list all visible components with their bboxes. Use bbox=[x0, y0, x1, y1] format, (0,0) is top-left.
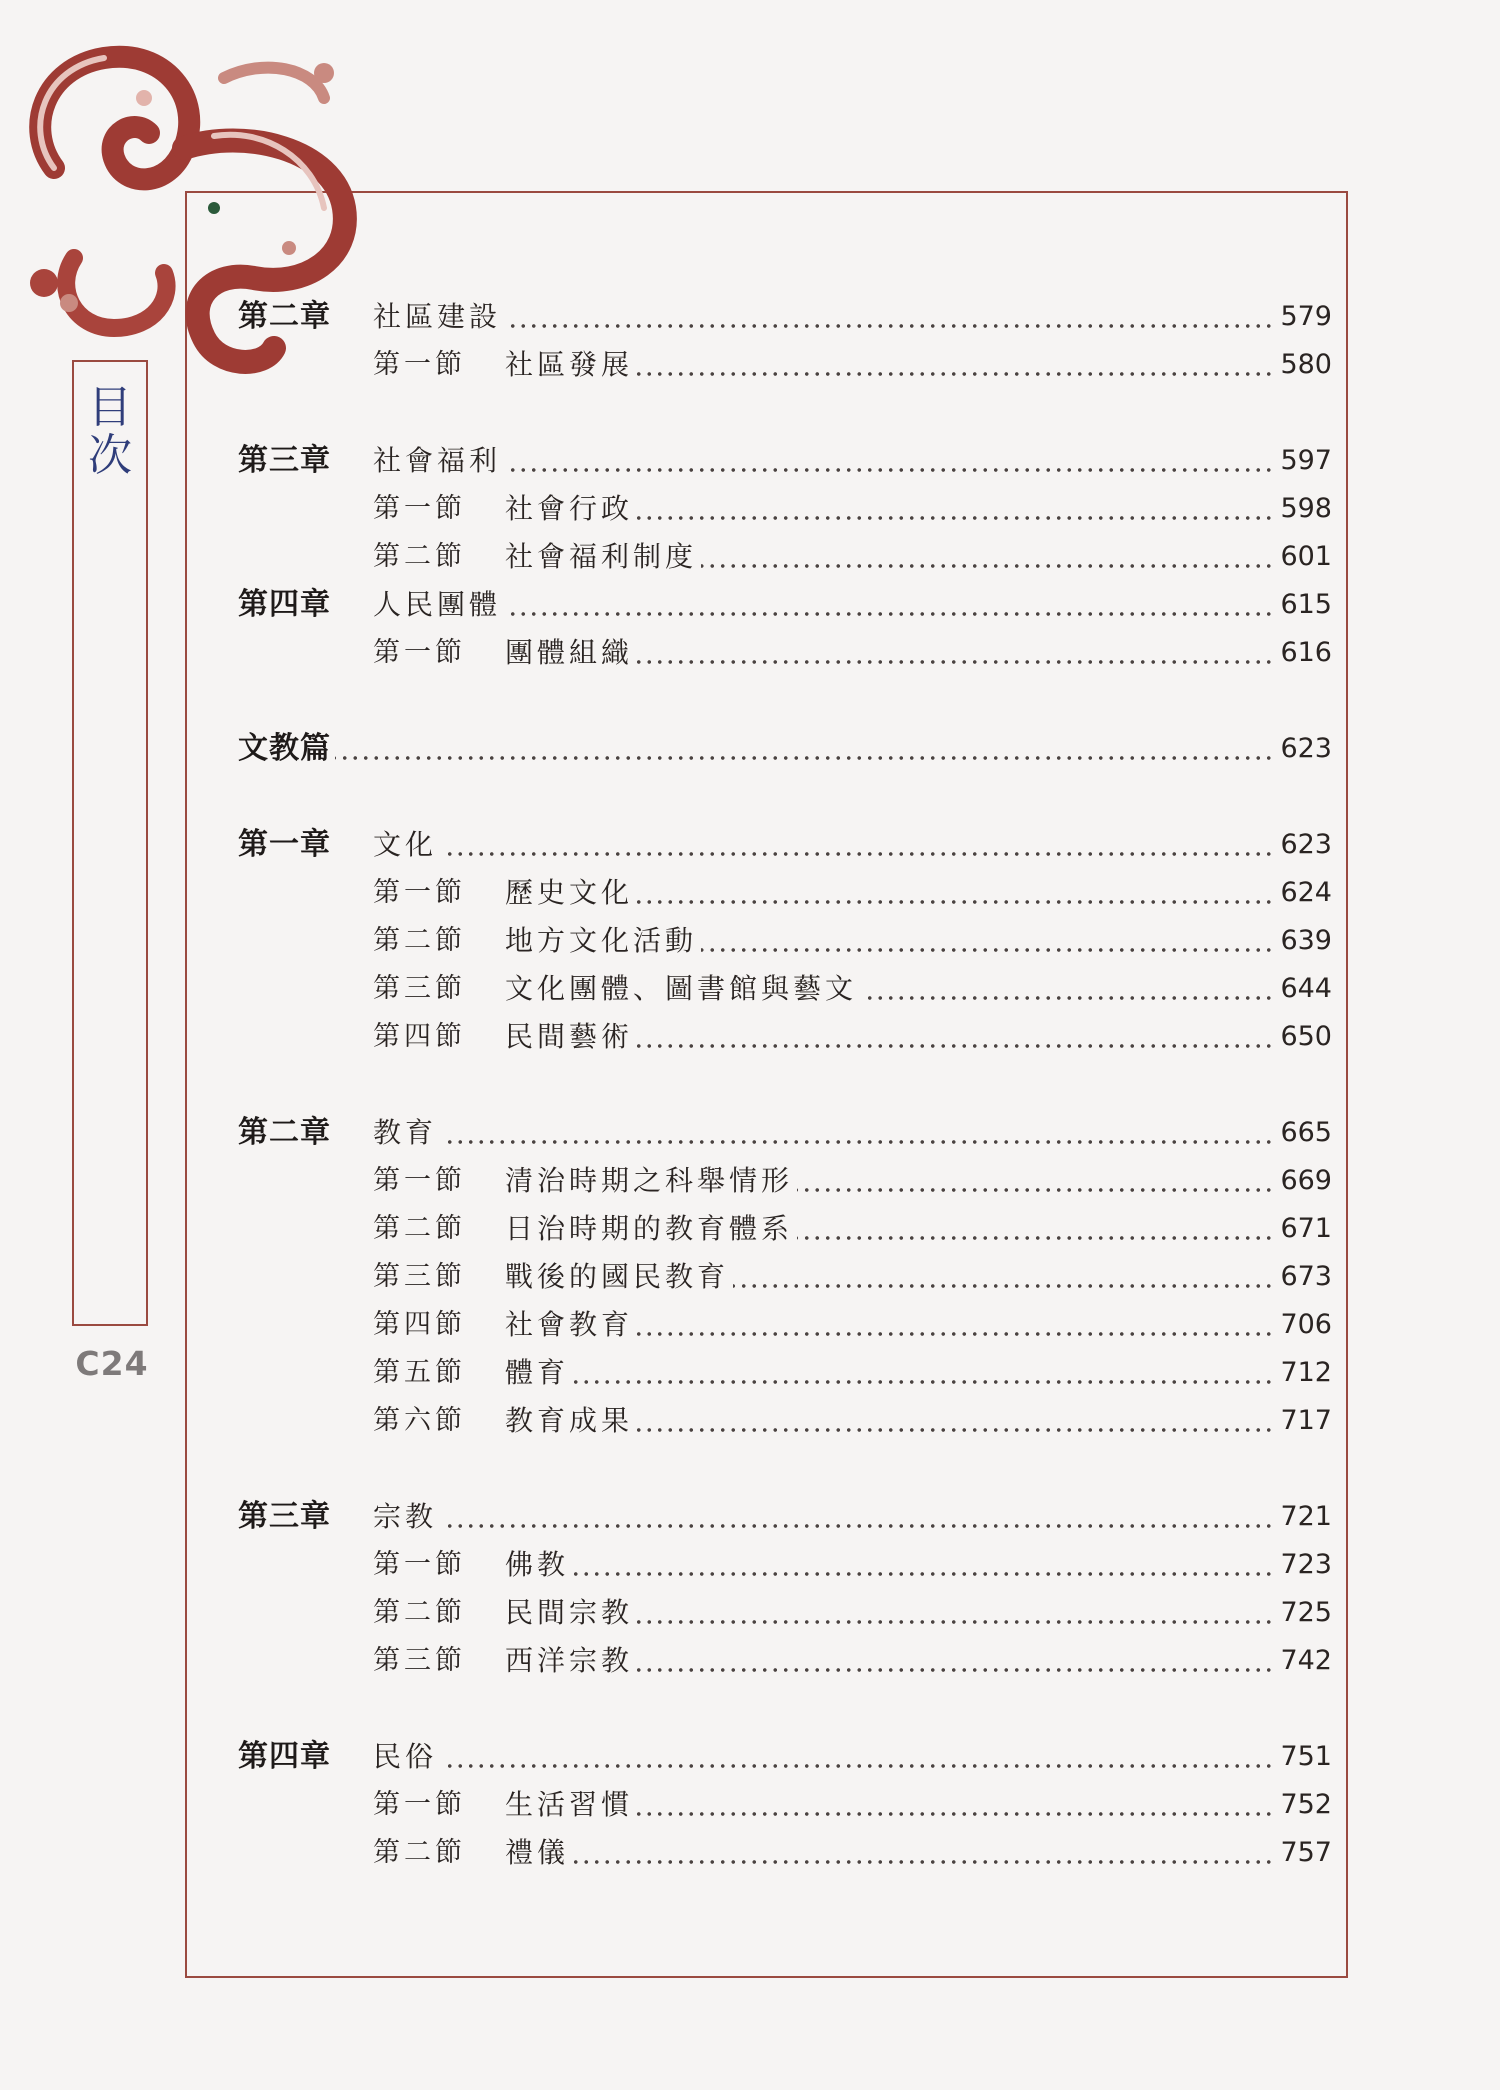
page-ref: 706 bbox=[1280, 1309, 1332, 1340]
section-label: 第一節 bbox=[373, 1165, 466, 1196]
page-ref: 650 bbox=[1280, 1021, 1332, 1052]
page-ref: 616 bbox=[1280, 637, 1332, 668]
toc-entry bbox=[0, 439, 1500, 483]
dot-leader bbox=[637, 1303, 1274, 1347]
toc-entry bbox=[0, 1543, 1500, 1587]
toc-entry bbox=[0, 1591, 1500, 1635]
toc-entry bbox=[0, 583, 1500, 627]
chapter-label: 第二章 bbox=[238, 299, 331, 334]
section-title: 團體組織 bbox=[505, 636, 634, 669]
dot-leader bbox=[637, 871, 1274, 915]
section-title: 地方文化活動 bbox=[505, 924, 698, 957]
section-title: 生活習慣 bbox=[505, 1788, 634, 1821]
toc-entry bbox=[0, 343, 1500, 387]
page-ref: 712 bbox=[1280, 1357, 1332, 1388]
chapter-title: 社區建設 bbox=[373, 300, 502, 333]
section-label: 第二節 bbox=[373, 1837, 466, 1868]
dot-leader bbox=[637, 487, 1274, 531]
part-label: 文教篇 bbox=[238, 731, 331, 766]
section-title: 社區發展 bbox=[505, 348, 634, 381]
dot-leader bbox=[505, 439, 1274, 483]
page-number: C24 bbox=[75, 1344, 149, 1383]
chapter-label: 第一章 bbox=[238, 827, 331, 862]
chapter-title: 教育 bbox=[373, 1116, 438, 1149]
chapter-title: 民俗 bbox=[373, 1740, 438, 1773]
page-ref: 644 bbox=[1280, 973, 1332, 1004]
dot-leader bbox=[637, 1639, 1274, 1683]
dot-leader bbox=[637, 1783, 1274, 1827]
section-label: 第三節 bbox=[373, 1645, 466, 1676]
section-label: 第四節 bbox=[373, 1021, 466, 1052]
section-title: 民間藝術 bbox=[505, 1020, 634, 1053]
section-title: 文化團體、圖書館與藝文 bbox=[505, 972, 858, 1005]
dot-leader bbox=[701, 535, 1274, 579]
page-ref: 673 bbox=[1280, 1261, 1332, 1292]
page-ref: 615 bbox=[1280, 589, 1332, 620]
page-ref: 742 bbox=[1280, 1645, 1332, 1676]
section-label: 第六節 bbox=[373, 1405, 466, 1436]
toc-entry bbox=[0, 1255, 1500, 1299]
dot-leader bbox=[797, 1159, 1274, 1203]
dot-leader bbox=[505, 295, 1274, 339]
chapter-title: 人民團體 bbox=[373, 588, 502, 621]
toc-entry bbox=[0, 1207, 1500, 1251]
toc-entry bbox=[0, 967, 1500, 1011]
section-label: 第五節 bbox=[373, 1357, 466, 1388]
toc-entry bbox=[0, 487, 1500, 531]
section-title: 歷史文化 bbox=[505, 876, 634, 909]
toc-entry bbox=[0, 1015, 1500, 1059]
dot-leader bbox=[505, 583, 1274, 627]
toc-entry bbox=[0, 295, 1500, 339]
dot-leader bbox=[637, 1015, 1274, 1059]
page-ref: 597 bbox=[1280, 445, 1332, 476]
section-label: 第三節 bbox=[373, 1261, 466, 1292]
toc-entry bbox=[0, 919, 1500, 963]
section-label: 第一節 bbox=[373, 1549, 466, 1580]
section-title: 教育成果 bbox=[505, 1404, 634, 1437]
chapter-title: 文化 bbox=[373, 828, 438, 861]
section-label: 第一節 bbox=[373, 637, 466, 668]
page-ref: 598 bbox=[1280, 493, 1332, 524]
dot-leader bbox=[861, 967, 1274, 1011]
page-ref: 580 bbox=[1280, 349, 1332, 380]
page-ref: 601 bbox=[1280, 541, 1332, 572]
page-ref: 725 bbox=[1280, 1597, 1332, 1628]
page-ref: 623 bbox=[1280, 829, 1332, 860]
section-title: 體育 bbox=[505, 1356, 570, 1389]
dot-leader bbox=[573, 1831, 1274, 1875]
toc-entry bbox=[0, 1159, 1500, 1203]
section-label: 第一節 bbox=[373, 349, 466, 380]
page-ref: 623 bbox=[1280, 733, 1332, 764]
section-title: 禮儀 bbox=[505, 1836, 570, 1869]
chapter-label: 第三章 bbox=[238, 1499, 331, 1534]
side-tab-char: 目 bbox=[88, 382, 132, 433]
section-label: 第二節 bbox=[373, 1597, 466, 1628]
dot-leader bbox=[441, 1111, 1274, 1155]
toc-entry bbox=[0, 871, 1500, 915]
dot-leader bbox=[441, 1495, 1274, 1539]
chapter-label: 第四章 bbox=[238, 1739, 331, 1774]
page-ref: 669 bbox=[1280, 1165, 1332, 1196]
section-title: 日治時期的教育體系 bbox=[505, 1212, 794, 1245]
section-title: 西洋宗教 bbox=[505, 1644, 634, 1677]
side-tab-char: 次 bbox=[88, 430, 132, 481]
toc-entry bbox=[0, 631, 1500, 675]
toc-entry bbox=[0, 1639, 1500, 1683]
toc-entry bbox=[0, 823, 1500, 867]
dot-leader bbox=[637, 1399, 1274, 1443]
dot-leader bbox=[701, 919, 1274, 963]
page-ref: 579 bbox=[1280, 301, 1332, 332]
section-label: 第一節 bbox=[373, 877, 466, 908]
dot-leader bbox=[573, 1351, 1274, 1395]
section-label: 第二節 bbox=[373, 1213, 466, 1244]
page-ref: 665 bbox=[1280, 1117, 1332, 1148]
section-title: 社會福利制度 bbox=[505, 540, 698, 573]
chapter-label: 第三章 bbox=[238, 443, 331, 478]
toc-entry bbox=[0, 1735, 1500, 1779]
dot-leader bbox=[797, 1207, 1274, 1251]
toc-entry bbox=[0, 1495, 1500, 1539]
page-ref: 671 bbox=[1280, 1213, 1332, 1244]
toc-entry bbox=[0, 727, 1500, 771]
chapter-label: 第二章 bbox=[238, 1115, 331, 1150]
dot-leader bbox=[573, 1543, 1274, 1587]
section-title: 戰後的國民教育 bbox=[505, 1260, 730, 1293]
section-title: 民間宗教 bbox=[505, 1596, 634, 1629]
section-label: 第三節 bbox=[373, 973, 466, 1004]
toc-entry bbox=[0, 1303, 1500, 1347]
toc-entry bbox=[0, 1111, 1500, 1155]
section-label: 第二節 bbox=[373, 925, 466, 956]
toc-entry bbox=[0, 1399, 1500, 1443]
dot-leader bbox=[637, 631, 1274, 675]
page-ref: 624 bbox=[1280, 877, 1332, 908]
section-title: 社會行政 bbox=[505, 492, 634, 525]
section-label: 第二節 bbox=[373, 541, 466, 572]
chapter-title: 宗教 bbox=[373, 1500, 438, 1533]
page-ref: 757 bbox=[1280, 1837, 1332, 1868]
dot-leader bbox=[637, 343, 1274, 387]
dot-leader bbox=[733, 1255, 1274, 1299]
section-title: 清治時期之科舉情形 bbox=[505, 1164, 794, 1197]
section-title: 社會教育 bbox=[505, 1308, 634, 1341]
chapter-label: 第四章 bbox=[238, 587, 331, 622]
dot-leader bbox=[441, 1735, 1274, 1779]
page-ref: 752 bbox=[1280, 1789, 1332, 1820]
section-label: 第一節 bbox=[373, 493, 466, 524]
dot-leader bbox=[637, 1591, 1274, 1635]
section-label: 第四節 bbox=[373, 1309, 466, 1340]
toc-entry bbox=[0, 1351, 1500, 1395]
toc-entry bbox=[0, 535, 1500, 579]
page-ref: 639 bbox=[1280, 925, 1332, 956]
section-label: 第一節 bbox=[373, 1789, 466, 1820]
chapter-title: 社會福利 bbox=[373, 444, 502, 477]
dot-leader bbox=[441, 823, 1274, 867]
section-title: 佛教 bbox=[505, 1548, 570, 1581]
toc-entry bbox=[0, 1831, 1500, 1875]
toc-entry bbox=[0, 1783, 1500, 1827]
dot-leader bbox=[335, 727, 1274, 771]
page-ref: 721 bbox=[1280, 1501, 1332, 1532]
page-ref: 717 bbox=[1280, 1405, 1332, 1436]
page-ref: 723 bbox=[1280, 1549, 1332, 1580]
page-ref: 751 bbox=[1280, 1741, 1332, 1772]
